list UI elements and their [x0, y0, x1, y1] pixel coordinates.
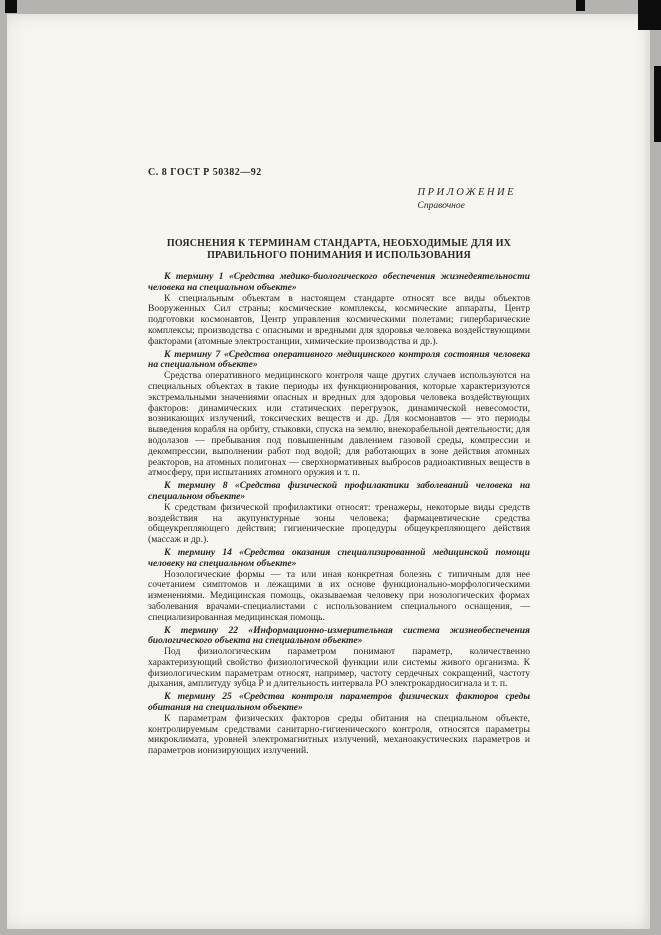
term-heading: К термину 25 «Средства контроля параметров физических факторов среды обитания на специальном объекте» [148, 691, 530, 714]
term-heading: К термину 1 «Средства медико-биологического обеспечения жизнедеятельности человека на специальном объекте» [148, 271, 530, 293]
scan-artifact-top-middle [576, 0, 585, 11]
scan-artifact-top-right-corner [638, 0, 661, 30]
term-heading: К термину 14 «Средства оказания специализированной медицинской помощи человеку на специальном объекте» [148, 546, 530, 569]
document-page [7, 14, 650, 929]
term-section-22 [148, 626, 530, 691]
term-body: Под физиологическим параметром понимают параметр, количественно характеризующий свойство физиологической функции или системы живого организма. К физиологическим параметрам относят, например, частоту сердечных сокращений, частоту дыхания, амплитуду зубца Р и длительность интервала РО электрокардиосигнала и т. п. [148, 646, 530, 690]
term-section-1 [148, 272, 530, 348]
term-heading: К термину 22 «Информационно-измерительная система жизнеобеспечения биологического объекта на специальном объекте» [148, 624, 530, 647]
term-section-7 [148, 350, 530, 480]
document-title: ПОЯСНЕНИЯ К ТЕРМИНАМ СТАНДАРТА, НЕОБХОДИМЫЕ ДЛЯ ИХ ПРАВИЛЬНОГО ПОНИМАНИЯ И ИСПОЛЬЗОВАНИЯ [166, 238, 512, 261]
appendix-block [148, 187, 530, 213]
term-body: К средствам физической профилактики относят: тренажеры, некоторые виды средств воздействия на акупунктурные зоны человека; фармацевтические средства общеукрепляющего действия; гигиенические процедуры общеукрепляющего действия (массаж и др.). [148, 501, 530, 546]
term-section-14 [148, 548, 530, 624]
appendix-inner [418, 187, 517, 211]
page-content [148, 167, 530, 757]
term-section-8 [148, 481, 530, 546]
term-heading: К термину 8 «Средства физической профилактики заболеваний человека на специальном объекте» [148, 480, 530, 502]
appendix-label: ПРИЛОЖЕНИЕ [417, 187, 516, 198]
term-section-25 [148, 692, 530, 757]
scan-artifact-right-edge [654, 66, 661, 142]
term-body: Нозологические формы — та или иная конкретная болезнь с типичным для нее сочетанием симптомов и лежащими в их основе функционально-морфологическими изменениями. Медицинская помощь, оказываемая человеку при нозологических формах заболевания врачами-специалистами с использованием специального оснащения, — специализированная медицинская помощь. [148, 568, 530, 623]
term-body: К параметрам физических факторов среды обитания на специальном объекте, контролируемым средствами санитарно-гигиенического контроля, относятся параметры микроклимата, уровней электромагнитных излучений, механоакустических параметров и параметров ионизирующих излучений. [148, 712, 530, 757]
appendix-kind: Справочное [417, 201, 465, 211]
term-body: К специальным объектам в настоящем стандарте относят все виды объектов Вооруженных Сил страны; космические комплексы, космические аппараты, Центр подготовки космонавтов, Центр управления космическими полетами; гипербарические комплексы; производства с опасными и вредными для здоровья человека воздействующими факторами (атомные электростанции, химические производства и др.). [148, 292, 530, 347]
scan-artifact-top-left [5, 0, 17, 13]
page-header: С. 8 ГОСТ Р 50382—92 [148, 167, 262, 178]
term-heading: К термину 7 «Средства оперативного медицинского контроля состояния человека на специальном объекте» [148, 348, 530, 371]
term-body: Средства оперативного медицинского контроля чаще других случаев используются на специальных объектах в такие периоды их функционирования, которые характеризуются экстремальными значениями опасных и вредных для здоровья человека воздействующих факторов: динамических или статических перегрузок, динамической невесомости, возникающих излучений, токсических веществ и др. Для космонавтов — это периоды выведения корабля на орбиту, стыковки, спуска на землю, внекорабельной деятельности; для водолазов — пребывания под повышенным давлением газовой среды, компрессии и декомпрессии, выполнении работ под водой; для работающих в зоне действия атомных реакторов, на атомных полигонах — сверхнормативных выбросов радиоактивных веществ в атмосферу, при испытаниях атомного оружия и т. п. [148, 370, 530, 479]
